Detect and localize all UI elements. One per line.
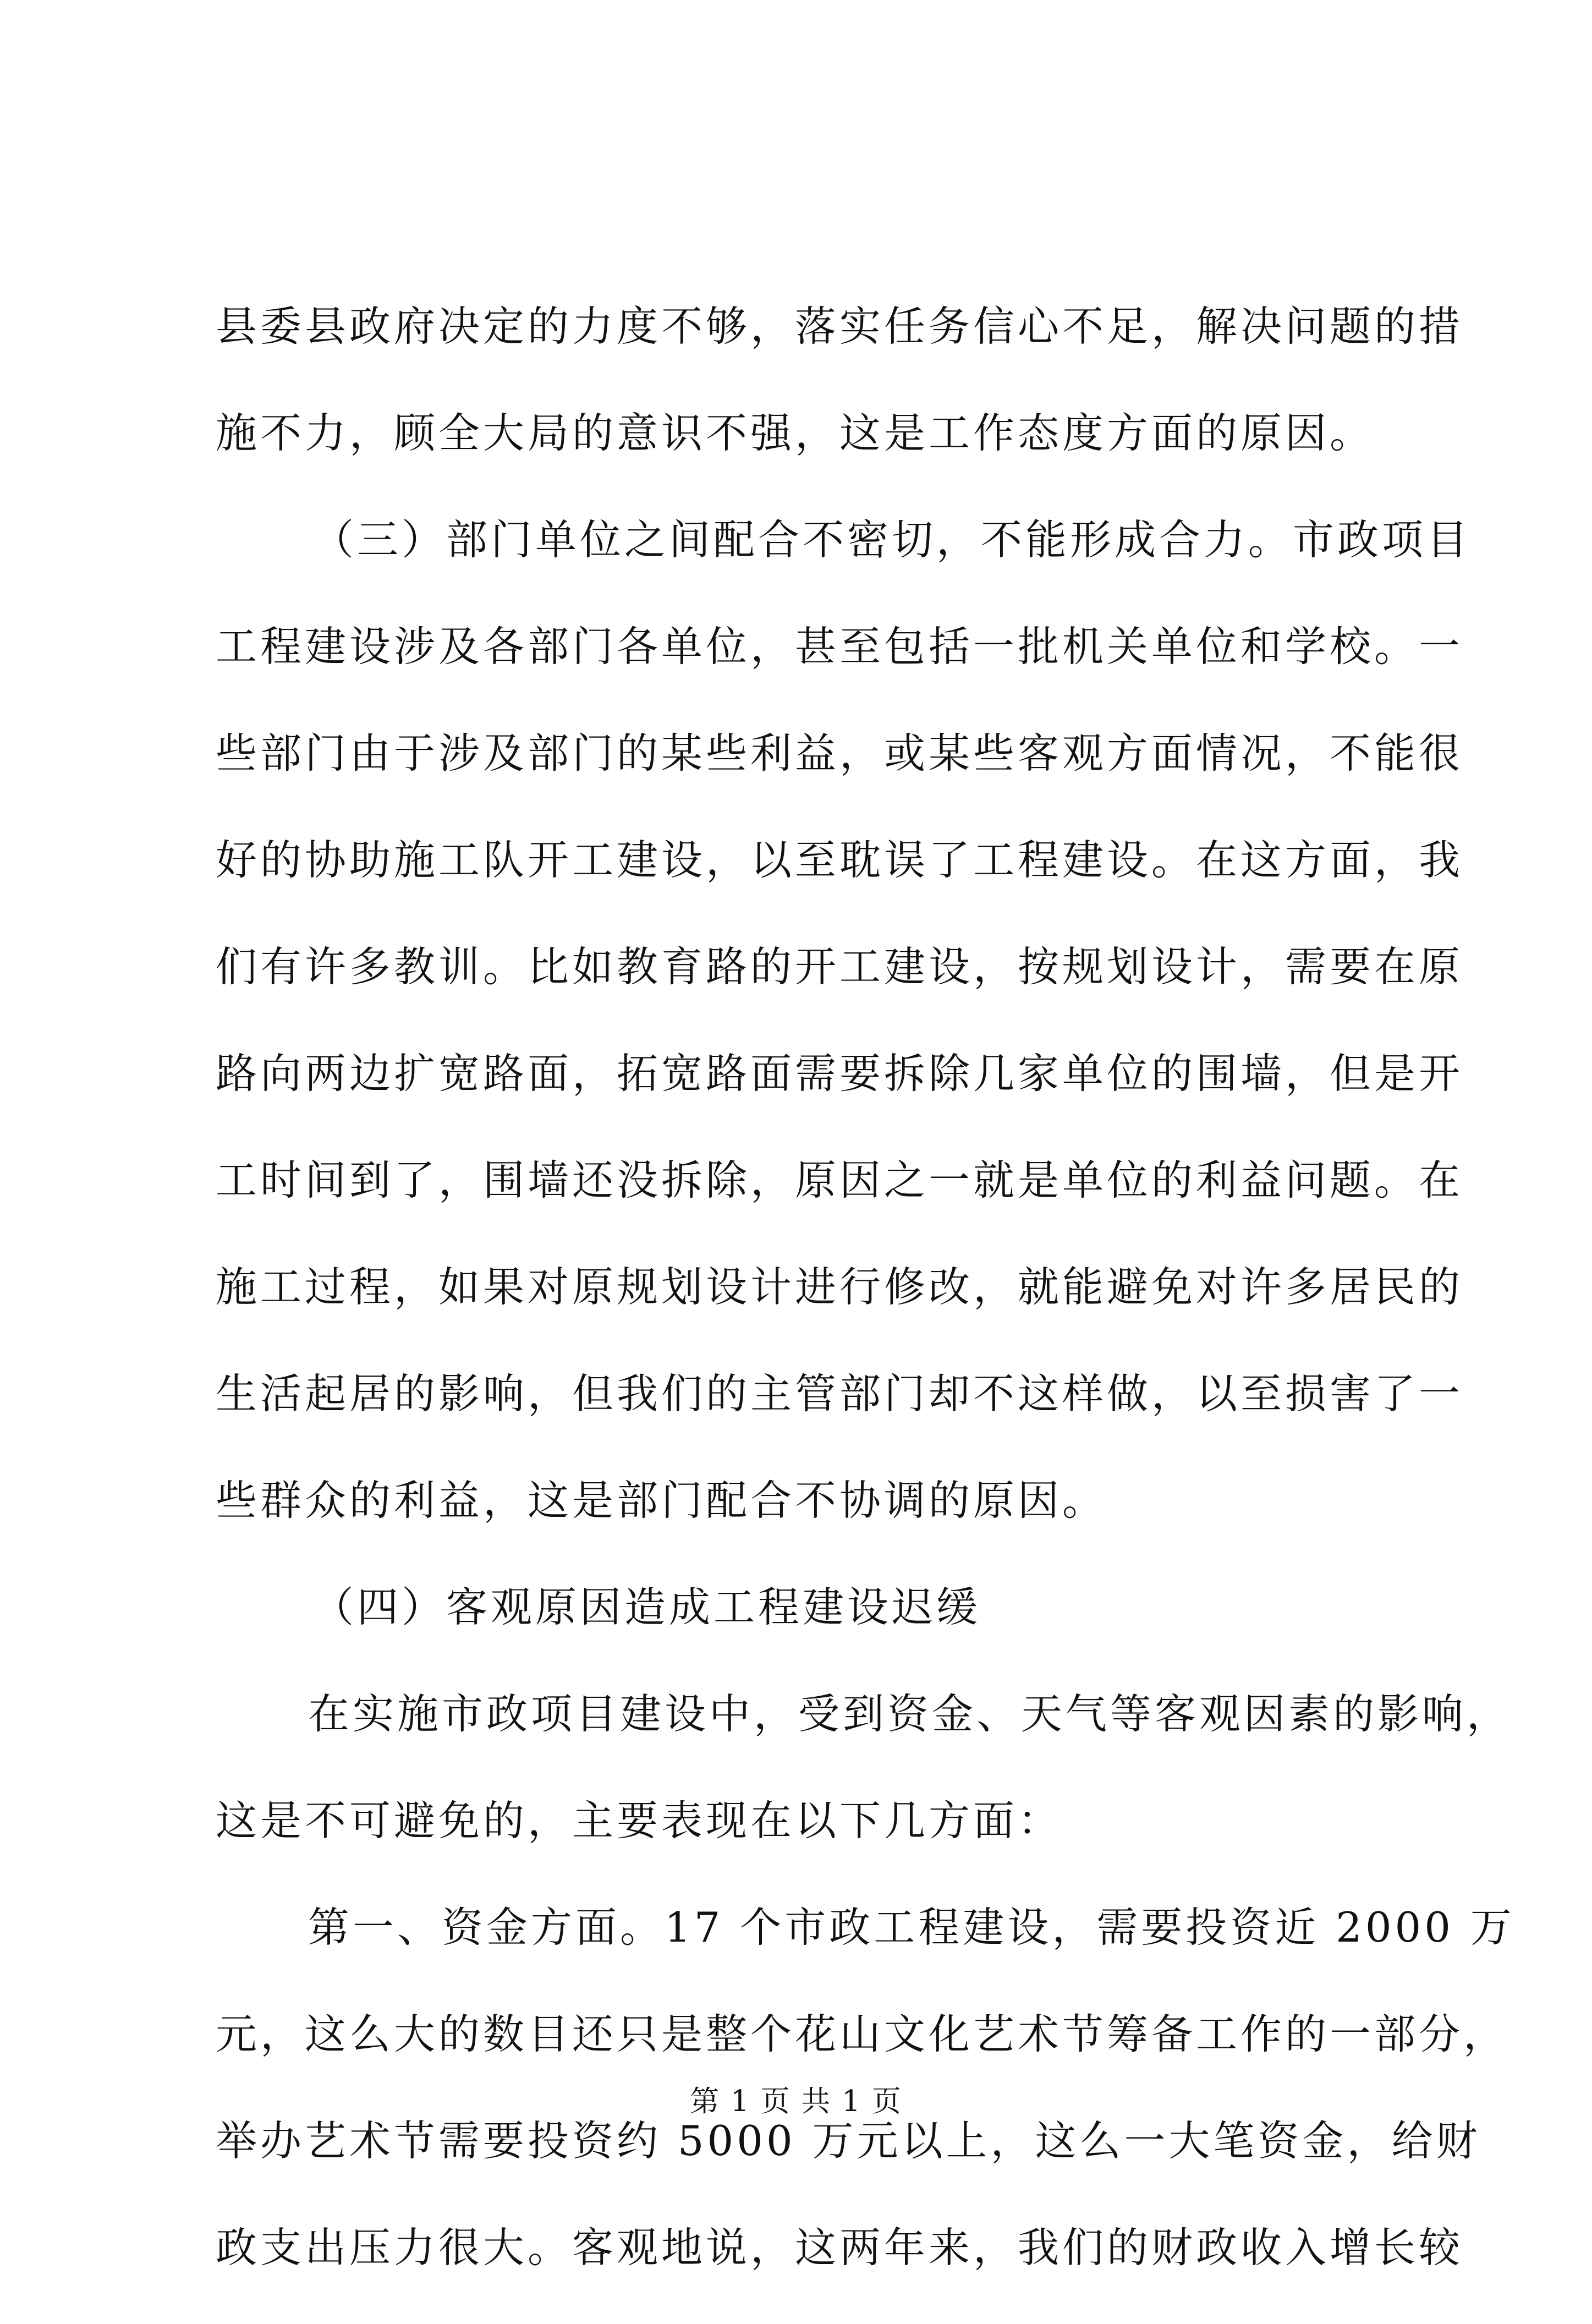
text-line: 施工过程，如果对原规划设计进行修改，就能避免对许多居民的 bbox=[216, 1263, 1464, 1311]
text-line: 施不力，顾全大局的意识不强，这是工作态度方面的原因。 bbox=[216, 409, 1375, 457]
text-line: 些群众的利益，这是部门配合不协调的原因。 bbox=[216, 1476, 1107, 1525]
text-line: 好的协助施工队开工建设，以至耽误了工程建设。在这方面，我 bbox=[216, 836, 1464, 884]
section-heading-3: （三）部门单位之间配合不密切，不能形成合力。市政项目 bbox=[312, 516, 1472, 564]
text-line: 县委县政府决定的力度不够，落实任务信心不足，解决问题的措 bbox=[216, 302, 1464, 350]
text-line: 生活起居的影响，但我们的主管部门却不这样做，以至损害了一 bbox=[216, 1369, 1464, 1418]
text-line: 们有许多教训。比如教育路的开工建设，按规划设计，需要在原 bbox=[216, 942, 1464, 991]
page-number: 第 1 页 共 1 页 bbox=[690, 2085, 902, 2118]
text-line: 这是不可避免的，主要表现在以下几方面： bbox=[216, 1796, 1063, 1845]
document-body bbox=[216, 296, 1515, 2324]
paragraph-start: 第一、资金方面。17 个市政工程建设，需要投资近 2000 万 bbox=[308, 1903, 1515, 1952]
text-line: 政支出压力很大。客观地说，这两年来，我们的财政收入增长较 bbox=[216, 2223, 1464, 2272]
page-footer bbox=[0, 2085, 1592, 2118]
text-line: 举办艺术节需要投资约 5000 万元以上，这么一大笔资金，给财 bbox=[216, 2117, 1481, 2165]
text-line: 工时间到了，围墙还没拆除，原因之一就是单位的利益问题。在 bbox=[216, 1156, 1464, 1204]
paragraph-start: 在实施市政项目建设中，受到资金、天气等客观因素的影响， bbox=[308, 1690, 1512, 1738]
text-line: 些部门由于涉及部门的某些利益，或某些客观方面情况，不能很 bbox=[216, 729, 1464, 777]
text-line: 工程建设涉及各部门各单位，甚至包括一批机关单位和学校。一 bbox=[216, 622, 1464, 671]
section-heading-4: （四）客观原因造成工程建设迟缓 bbox=[312, 1583, 981, 1631]
text-line: 元，这么大的数目还只是整个花山文化艺术节筹备工作的一部分， bbox=[216, 2010, 1508, 2058]
text-line: 路向两边扩宽路面，拓宽路面需要拆除几家单位的围墙，但是开 bbox=[216, 1049, 1464, 1098]
